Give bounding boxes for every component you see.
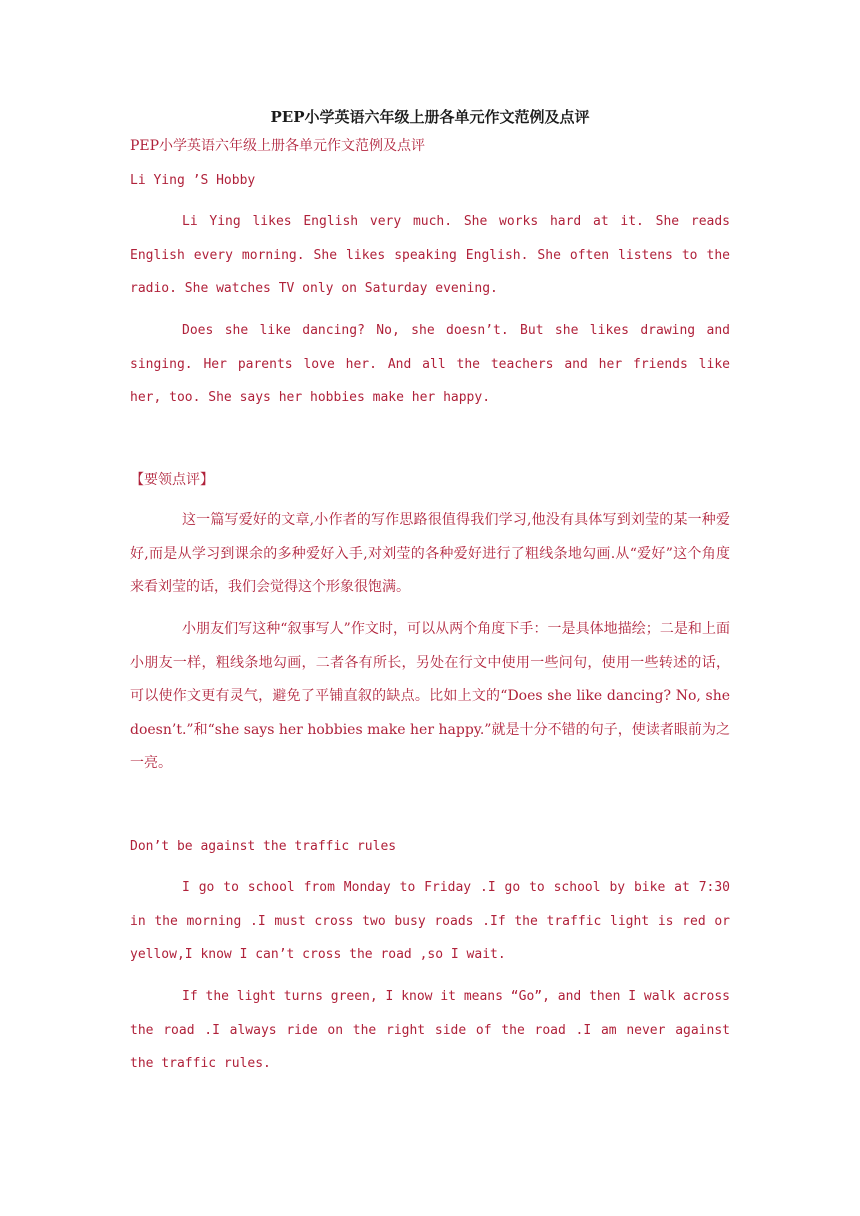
document-subtitle: PEP小学英语六年级上册各单元作文范例及点评	[130, 138, 426, 154]
essay1-heading: Li Ying ’S Hobby	[130, 173, 256, 188]
essay2-heading: Don’t be against the traffic rules	[130, 839, 397, 854]
essay1-paragraph-1: Li Ying likes English very much. She works hard at it. She reads English every morning. She likes speaking English. She often listens to the radio. She watches TV only on Saturday evening.	[130, 214, 730, 297]
essay2-paragraph-2: If the light turns green, I know it means “Go”, and then I walk across the road .I always ride on the right side of the road .I am never against the traffic rules.	[130, 989, 730, 1072]
commentary-heading: 【要领点评】	[130, 472, 214, 488]
essay1-paragraph-2: Does she like dancing? No, she doesn’t. But she likes drawing and singing. Her parents love her. And all the teachers and her friends like her, too. She says her hobbies make her happy.	[130, 323, 730, 406]
commentary-paragraph-1: 这一篇写爱好的文章,小作者的写作思路很值得我们学习,他没有具体写到刘莹的某一种爱好,而是从学习到课余的多种爱好入手,对刘莹的各种爱好进行了粗线条地勾画.从“爱好”这个角度来看刘莹的话，我们会觉得这个形象很饱满。	[130, 512, 730, 596]
document-title: PEP小学英语六年级上册各单元作文范例及点评	[270, 108, 590, 126]
commentary-paragraph-2: 小朋友们写这种“叙事写人”作文时，可以从两个角度下手：一是具体地描绘；二是和上面小朋友一样，粗线条地勾画，二者各有所长，另处在行文中使用一些问句，使用一些转述的话，可以使作文更有灵气，避免了平铺直叙的缺点。比如上文的“Does she like dancing? No, she doesn’t.”和“she says her hobbies make her happy.”就是十分不错的句子，使读者眼前为之一亮。	[130, 621, 730, 772]
essay2-paragraph-1: I go to school from Monday to Friday .I go to school by bike at 7:30 in the morning .I must cross two busy roads .If the traffic light is red or yellow,I know I can’t cross the road ,so I wait.	[130, 880, 730, 963]
